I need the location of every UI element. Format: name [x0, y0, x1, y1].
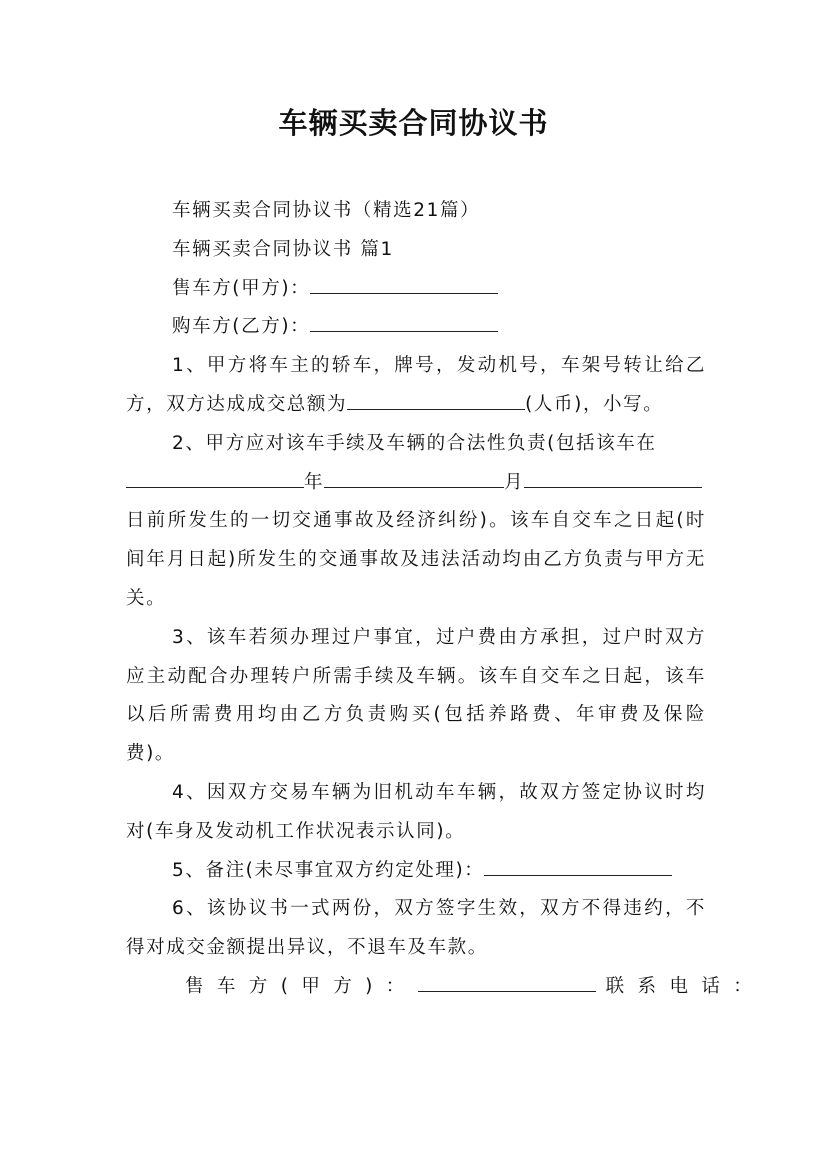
- document-body: [126, 192, 766, 1007]
- clause-1: [126, 347, 706, 425]
- year-label: 年: [304, 471, 325, 493]
- clause-4: 4、因双方交易车辆为旧机动车车辆，故双方签定协议时均对(车身及发动机工作状况表示认同)。: [126, 781, 706, 842]
- sign-seller-label: 售车方(甲方)：: [185, 975, 418, 997]
- clause-3: 3、该车若须办理过户事宜，过户费由方承担，过户时双方应主动配合办理转户所需手续及车辆。该车自交车之日起，该车以后所需费用均由乙方负责购买(包括养路费、年审费及保险费)。: [126, 626, 706, 765]
- clause-2-text-a: 2、甲方应对该车手续及车辆的合法性负责(包括该车在: [172, 432, 657, 454]
- clause-5-label: 5、备注(未尽事宜双方约定处理)：: [172, 859, 485, 881]
- clause-1-text-a: 1、甲方将车主的轿车，牌号，发动机号，车架号转让给乙方，双方达成成交总额为: [126, 355, 706, 415]
- clause-6: 6、该协议书一式两份，双方签字生效，双方不得违约，不得对成交金额提出异议，不退车及车款。: [126, 898, 706, 959]
- month-label: 月: [504, 471, 525, 493]
- document-title: 车辆买卖合同协议书: [278, 106, 549, 140]
- seller-line: [126, 270, 706, 309]
- total-amount-blank: [347, 387, 525, 410]
- seller-blank: [310, 271, 498, 294]
- buyer-blank: [310, 309, 498, 332]
- remarks-blank: [484, 853, 672, 876]
- date-row: [126, 464, 706, 503]
- clause-2-text-b: 日前所发生的一切交通事故及经济纠纷)。该车自交车之日起(时间年月日起)所发生的交通事故及违法活动均由乙方负责与甲方无关。: [126, 510, 706, 609]
- document-subtitle: 车辆买卖合同协议书（精选21篇）: [172, 200, 481, 221]
- sign-seller-blank: [418, 969, 596, 992]
- sign-phone-label: 联系电话：: [605, 975, 766, 997]
- month-blank: [324, 465, 504, 488]
- buyer-label: 购车方(乙方)：: [172, 316, 311, 338]
- signature-line: [126, 968, 766, 1007]
- clause-2: [126, 425, 706, 619]
- buyer-line: [126, 308, 706, 347]
- clause-1-text-b: (人币)，小写。: [525, 393, 664, 415]
- year-blank: [126, 465, 304, 488]
- day-blank: [524, 465, 702, 488]
- seller-label: 售车方(甲方)：: [172, 277, 311, 299]
- clause-5: [126, 852, 706, 891]
- chapter-heading: 车辆买卖合同协议书 篇1: [172, 238, 394, 260]
